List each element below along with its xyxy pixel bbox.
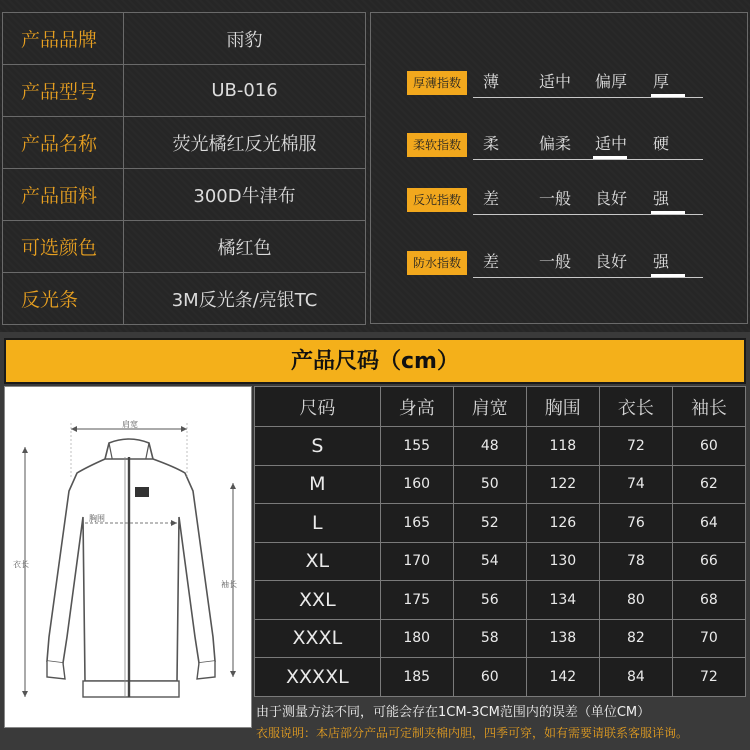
chest-label: 胸围 [89, 514, 105, 523]
spec-label: 可选颜色 [3, 221, 124, 273]
size-column-header: 衣长 [599, 387, 672, 427]
index-option: 适中 [539, 72, 572, 91]
size-measurement: 165 [380, 504, 453, 543]
clothing-note: 衣服说明：本店部分产品可定制夹棉内胆，四季可穿，如有需要请联系客服详询。 [256, 726, 689, 740]
index-option: 良好 [595, 189, 628, 208]
spec-row [3, 13, 366, 65]
index-option: 差 [483, 189, 500, 208]
jacket-diagram [4, 386, 252, 728]
spec-value: 荧光橘红反光棉服 [124, 117, 366, 169]
size-row [255, 658, 746, 697]
size-column-header: 胸围 [526, 387, 599, 427]
size-measurement: 54 [453, 542, 526, 581]
size-measurement: 126 [526, 504, 599, 543]
size-measurement: 80 [599, 581, 672, 620]
size-row [255, 427, 746, 466]
size-code: S [255, 427, 381, 466]
size-code: L [255, 504, 381, 543]
index-selected-marker [651, 274, 685, 277]
size-measurement: 122 [526, 465, 599, 504]
index-row [407, 188, 747, 212]
size-measurement: 160 [380, 465, 453, 504]
index-option: 强 [653, 252, 670, 271]
spec-label: 产品面料 [3, 169, 124, 221]
size-measurement: 82 [599, 619, 672, 658]
spec-label: 产品型号 [3, 65, 124, 117]
measurement-note: 由于测量方法不同，可能会存在1CM-3CM范围内的误差（单位CM） [256, 705, 651, 720]
index-option: 强 [653, 189, 670, 208]
size-measurement: 138 [526, 619, 599, 658]
spec-value: 橘红色 [124, 221, 366, 273]
index-selected-marker [593, 156, 627, 159]
size-column-header: 肩宽 [453, 387, 526, 427]
size-row [255, 465, 746, 504]
size-measurement: 72 [672, 658, 745, 697]
index-tag: 柔软指数 [407, 133, 467, 157]
index-scale-line [473, 97, 703, 98]
size-measurement: 155 [380, 427, 453, 466]
size-column-header: 袖长 [672, 387, 745, 427]
index-row [407, 251, 747, 275]
size-table [254, 386, 746, 697]
size-measurement: 76 [599, 504, 672, 543]
index-option: 适中 [595, 134, 628, 153]
index-option: 薄 [483, 72, 500, 91]
sleeve-label: 袖长 [221, 580, 237, 589]
size-title: 产品尺码（cm） [4, 338, 746, 384]
jacket-outline-icon [5, 387, 251, 727]
size-measurement: 50 [453, 465, 526, 504]
size-measurement: 84 [599, 658, 672, 697]
size-code: XXXL [255, 619, 381, 658]
spec-value: UB-016 [124, 65, 366, 117]
index-tag: 厚薄指数 [407, 71, 467, 95]
size-measurement: 48 [453, 427, 526, 466]
size-measurement: 52 [453, 504, 526, 543]
spec-row [3, 65, 366, 117]
size-code: XXXXL [255, 658, 381, 697]
index-scale-line [473, 214, 703, 215]
size-measurement: 66 [672, 542, 745, 581]
index-panel [370, 12, 748, 324]
index-selected-marker [651, 94, 685, 97]
size-row [255, 619, 746, 658]
index-option: 偏柔 [539, 134, 572, 153]
spec-value: 300D牛津布 [124, 169, 366, 221]
size-measurement: 170 [380, 542, 453, 581]
spec-row [3, 169, 366, 221]
size-row [255, 504, 746, 543]
size-measurement: 64 [672, 504, 745, 543]
size-code: M [255, 465, 381, 504]
spec-value: 雨豹 [124, 13, 366, 65]
size-column-header: 尺码 [255, 387, 381, 427]
size-measurement: 72 [599, 427, 672, 466]
spec-row [3, 273, 366, 325]
size-row [255, 581, 746, 620]
index-option: 一般 [539, 189, 572, 208]
size-measurement: 56 [453, 581, 526, 620]
index-row [407, 133, 747, 157]
length-label: 衣长 [13, 560, 29, 569]
spec-label: 产品名称 [3, 117, 124, 169]
index-tag: 防水指数 [407, 251, 467, 275]
size-measurement: 142 [526, 658, 599, 697]
index-option: 良好 [595, 252, 628, 271]
size-measurement: 70 [672, 619, 745, 658]
spec-table [2, 12, 366, 325]
size-measurement: 60 [672, 427, 745, 466]
size-code: XL [255, 542, 381, 581]
size-column-header: 身高 [380, 387, 453, 427]
size-measurement: 180 [380, 619, 453, 658]
size-measurement: 118 [526, 427, 599, 466]
index-selected-marker [651, 211, 685, 214]
size-measurement: 185 [380, 658, 453, 697]
size-measurement: 60 [453, 658, 526, 697]
size-measurement: 175 [380, 581, 453, 620]
spec-row [3, 221, 366, 273]
spec-value: 3M反光条/亮银TC [124, 273, 366, 325]
size-section [0, 332, 750, 750]
index-option: 柔 [483, 134, 500, 153]
index-option: 偏厚 [595, 72, 628, 91]
size-code: XXL [255, 581, 381, 620]
spec-label: 反光条 [3, 273, 124, 325]
spec-row [3, 117, 366, 169]
size-measurement: 78 [599, 542, 672, 581]
size-measurement: 134 [526, 581, 599, 620]
size-measurement: 62 [672, 465, 745, 504]
size-measurement: 58 [453, 619, 526, 658]
size-measurement: 74 [599, 465, 672, 504]
index-scale-line [473, 277, 703, 278]
index-option: 差 [483, 252, 500, 271]
size-measurement: 68 [672, 581, 745, 620]
size-row [255, 542, 746, 581]
size-measurement: 130 [526, 542, 599, 581]
shoulder-label: 肩宽 [122, 420, 138, 429]
spec-label: 产品品牌 [3, 13, 124, 65]
index-option: 厚 [653, 72, 670, 91]
index-scale-line [473, 159, 703, 160]
index-tag: 反光指数 [407, 188, 467, 212]
index-option: 一般 [539, 252, 572, 271]
product-info-section [0, 0, 750, 332]
index-option: 硬 [653, 134, 670, 153]
index-row [407, 71, 747, 95]
